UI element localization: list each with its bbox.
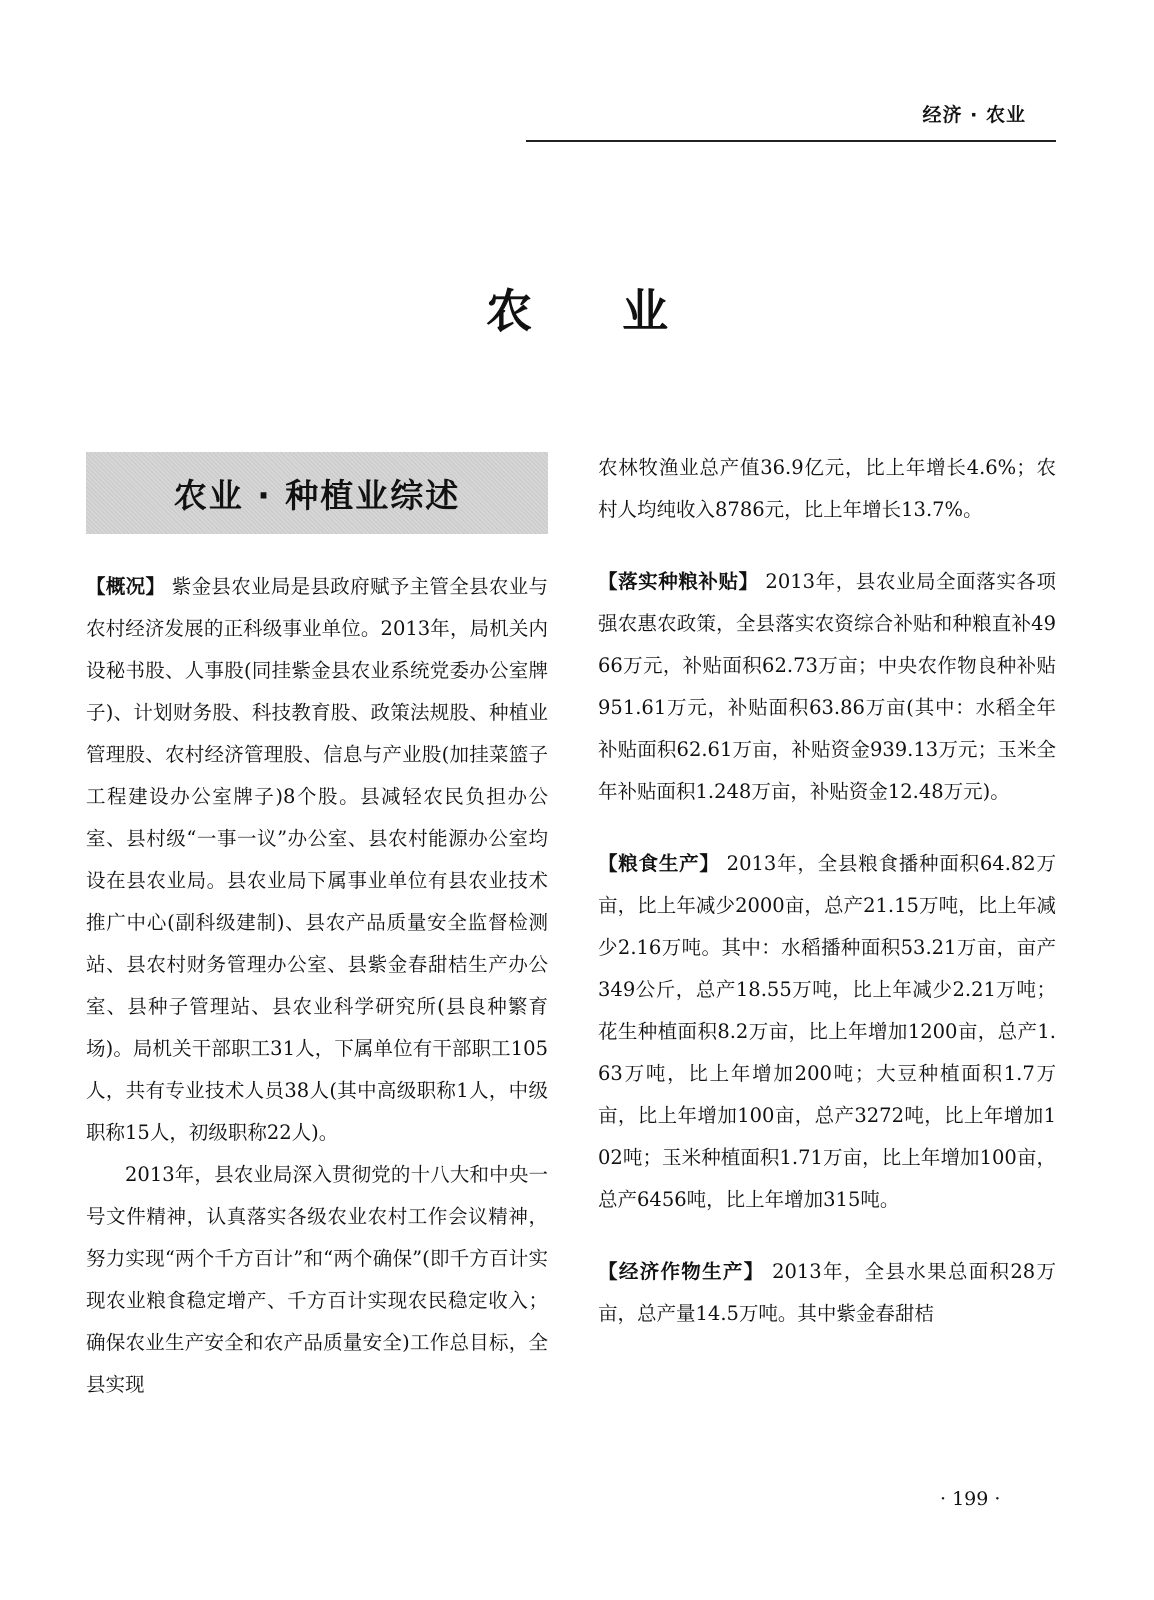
paragraph [86, 1154, 548, 1406]
chapter-title: 农业 [486, 284, 758, 338]
paragraph-text: 农林牧渔业总产值36.9亿元，比上年增长4.6%；农村人均纯收入8786元，比上年增长13.7%。 [598, 456, 1056, 521]
page-number: · 199 · [940, 1488, 1001, 1510]
paragraph-label: 【概况】 [86, 575, 166, 598]
paragraph [86, 566, 548, 1154]
paragraph-text: 2013年，县农业局深入贯彻党的十八大和中央一号文件精神，认真落实各级农业农村工作会议精神，努力实现“两个千方百计”和“两个确保”(即千方百计实现农业粮食稳定增产、千方百计实现农民稳定收入；确保农业生产安全和农产品质量安全)工作总目标，全县实现 [86, 1163, 548, 1396]
paragraph [598, 1251, 1056, 1335]
paragraph-text: 2013年，全县水果总面积28万亩，总产量14.5万吨。其中紫金春甜桔 [598, 1260, 1056, 1325]
paragraph [598, 843, 1056, 1221]
paragraph-label: 【粮食生产】 [598, 852, 720, 875]
header-rule [526, 140, 1056, 142]
right-column [598, 447, 1056, 1335]
left-column [86, 566, 548, 1406]
section-title: 农业 · 种植业综述 [173, 475, 461, 515]
running-head: 经济 · 农业 [922, 104, 1026, 126]
paragraph [598, 561, 1056, 813]
paragraph-text: 2013年，县农业局全面落实各项强农惠农政策，全县落实农资综合补贴和种粮直补4966万元，补贴面积62.73万亩；中央农作物良种补贴951.61万元，补贴面积63.86万亩(其中：水稻全年补贴面积62.61万亩，补贴资金939.13万元；玉米全年补贴面积1.248万亩，补贴资金12.48万元)。 [598, 570, 1056, 803]
section-heading-box [86, 452, 548, 534]
paragraph [598, 447, 1056, 531]
paragraph-label: 【经济作物生产】 [598, 1260, 765, 1283]
paragraph-text: 2013年，全县粮食播种面积64.82万亩，比上年减少2000亩，总产21.15万吨，比上年减少2.16万吨。其中：水稻播种面积53.21万亩，亩产349公斤，总产18.55万吨，比上年减少2.21万吨；花生种植面积8.2万亩，比上年增加1200亩，总产1.63万吨，比上年增加200吨；大豆种植面积1.7万亩，比上年增加100亩，总产3272吨，比上年增加102吨；玉米种植面积1.71万亩，比上年增加100亩，总产6456吨，比上年增加315吨。 [598, 852, 1056, 1211]
paragraph-label: 【落实种粮补贴】 [598, 570, 759, 593]
paragraph-text: 紫金县农业局是县政府赋予主管全县农业与农村经济发展的正科级事业单位。2013年，局机关内设秘书股、人事股(同挂紫金县农业系统党委办公室牌子)、计划财务股、科技教育股、政策法规股、种植业管理股、农村经济管理股、信息与产业股(加挂菜篮子工程建设办公室牌子)8个股。县减轻农民负担办公室、县村级“一事一议”办公室、县农村能源办公室均设在县农业局。县农业局下属事业单位有县农业技术推广中心(副科级建制)、县农产品质量安全监督检测站、县农村财务管理办公室、县紫金春甜桔生产办公室、县种子管理站、县农业科学研究所(县良种繁育场)。局机关干部职工31人，下属单位有干部职工105人，共有专业技术人员38人(其中高级职称1人，中级职称15人，初级职称22人)。 [86, 575, 548, 1144]
